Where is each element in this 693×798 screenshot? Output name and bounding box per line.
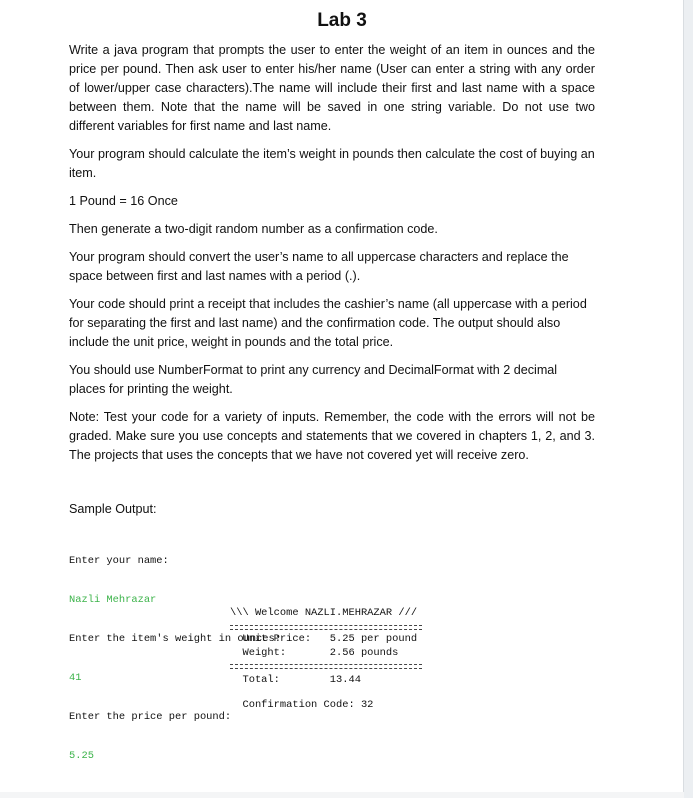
receipt-unit-price: Unit Price: 5.25 per pound [230,633,418,645]
paragraph-2: Your program should calculate the item’s weight in pounds then calculate the cost of buying an item. [69,147,595,180]
receipt-confirmation: Confirmation Code: 32 [230,699,374,711]
paragraph-8: Note: Test your code for a variety of inputs. Remember, the code with the errors will not be graded. Make sure you use concepts and statements that we covered in chapters 1, 2, and 3. The projects that uses the concepts that we have not covered yet will receive zero. [69,410,595,462]
input-price: 5.25 [69,750,94,762]
scrollbar-edge [683,0,693,798]
receipt-divider-top [230,625,422,630]
receipt-divider-bottom [230,664,422,669]
paragraph-5: Your program should convert the user’s name to all uppercase characters and replace the space between first and last names with a period (.). [69,250,569,283]
prompt-name: Enter your name: [69,555,169,567]
paragraph-1: Write a java program that prompts the user to enter the weight of an item in ounces and the price per pound. Then ask user to enter his/her name (User can enter a string with any order of lower/upper case characters).The name will include their first and last name with a space between them. Note that the name will be saved in one string variable. Do not use two different variables for first name and last name. [69,43,595,133]
receipt-weight: Weight: 2.56 pounds [230,647,399,659]
instructions [69,41,595,474]
sample-output-label: Sample Output: [69,502,157,516]
page-title: Lab 3 [317,10,367,31]
prompt-weight: Enter the item's weight in ounces: [69,633,282,645]
input-name: Nazli Mehrazar [69,594,157,606]
paragraph-3: 1 Pound = 16 Once [69,194,178,208]
paragraph-4: Then generate a two-digit random number as a confirmation code. [69,222,438,236]
receipt [230,607,418,711]
page-bottom-edge [0,792,684,798]
receipt-welcome: \\\ Welcome NAZLI.MEHRAZAR /// [230,607,418,619]
input-weight: 41 [69,672,82,684]
receipt-total: Total: 13.44 [230,674,361,686]
prompt-price: Enter the price per pound: [69,711,232,723]
paragraph-6: Your code should print a receipt that includes the cashier’s name (all uppercase with a period for separating the first and last name) and the confirmation code. The output should also include the unit price, weight in pounds and the total price. [69,297,587,349]
paragraph-7: You should use NumberFormat to print any currency and DecimalFormat with 2 decimal places for printing the weight. [69,363,558,396]
